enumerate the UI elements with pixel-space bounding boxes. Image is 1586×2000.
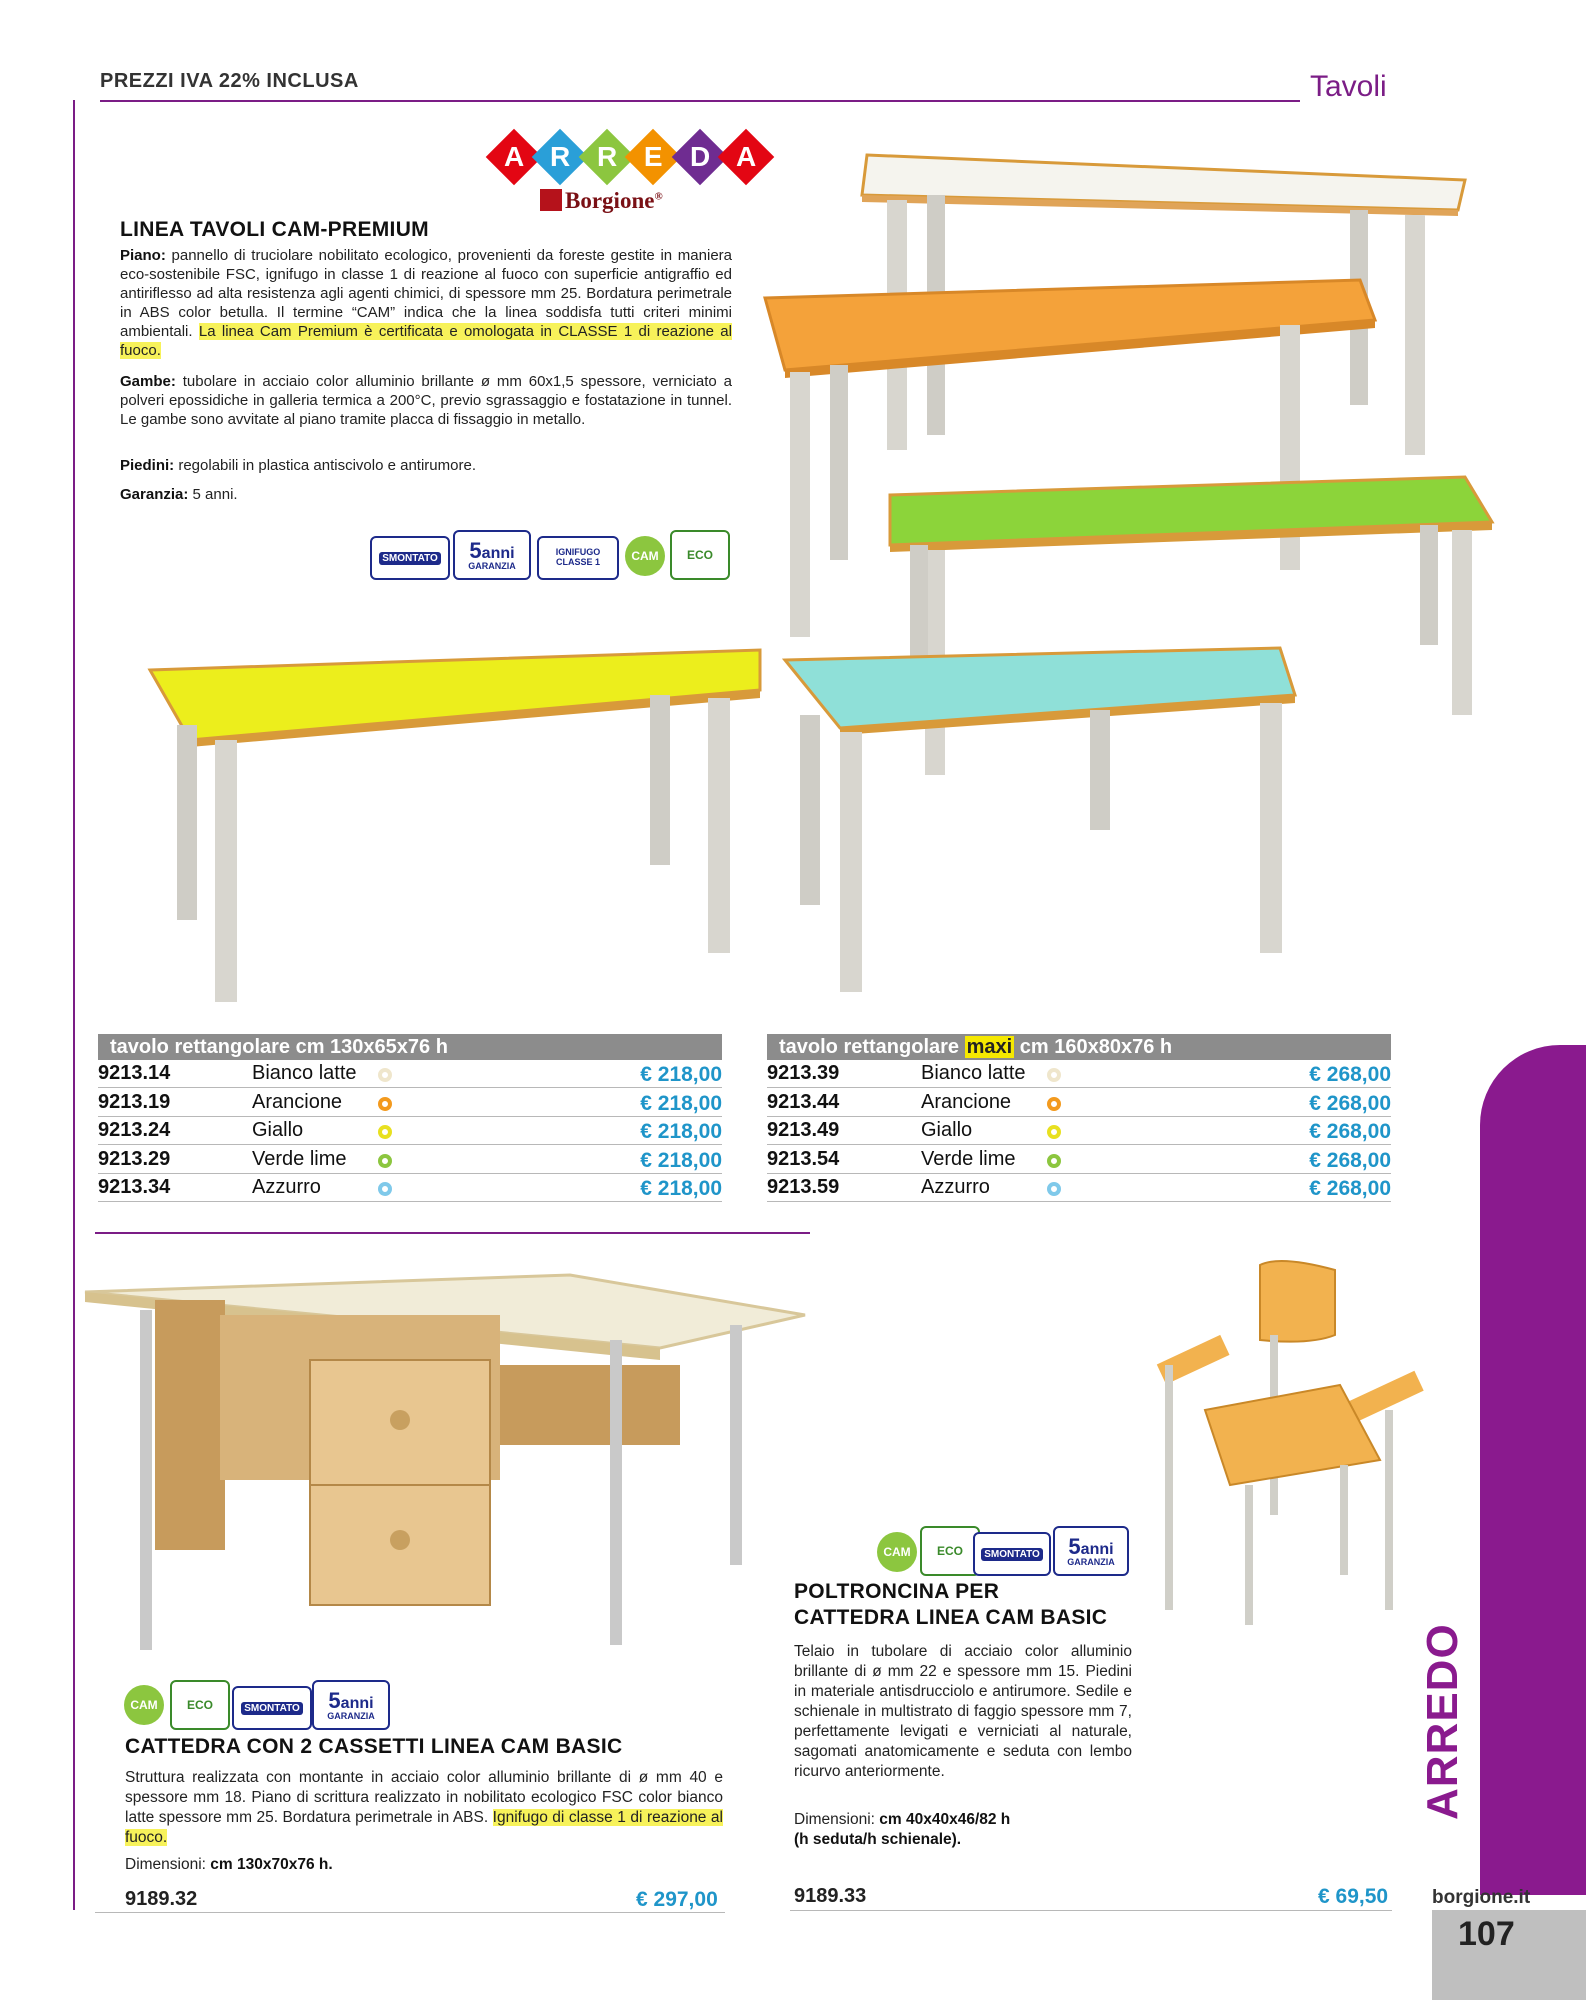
- poltroncina-description: Telaio in tubolare di acciaio color alluminio brillante di ø mm 22 e spessore mm 15. Piedini in materiale antisdrucciolo e antirumore. Sedile e schienale in multistrato di faggio spessore mm 7, perfettamente levigati e verniciati al naturale, sagomati anatomicamente e seduta con lembo ricurvo anteriormente.: [794, 1643, 1132, 1780]
- eco-badge: ECO: [920, 1526, 980, 1576]
- color-swatch-icon: [1047, 1097, 1061, 1111]
- sidebar-tab: [1480, 1045, 1586, 1895]
- smontato-badge: SMONTATO: [232, 1686, 312, 1730]
- cattedra-title: CATTEDRA CON 2 CASSETTI LINEA CAM BASIC: [125, 1735, 623, 1758]
- smontato-badge: SMONTATO: [370, 536, 450, 580]
- poltroncina-dimensions: Dimensioni: cm 40x40x46/82 h (h seduta/h schienale).: [794, 1811, 1011, 1848]
- color-swatch-icon: [378, 1068, 392, 1082]
- garanzia-paragraph: Garanzia: 5 anni.: [120, 486, 238, 503]
- color-swatch-icon: [1047, 1125, 1061, 1139]
- cam-badge: CAM: [625, 536, 665, 576]
- table-row: 9213.49 Giallo € 268,00: [767, 1119, 1391, 1143]
- table-row: 9213.14 Bianco latte € 218,00: [98, 1062, 722, 1086]
- poltroncina-image: [1150, 1245, 1435, 1630]
- eco-badge: ECO: [670, 530, 730, 580]
- cattedra-code: 9189.32: [125, 1888, 198, 1910]
- table-arancione-image: [765, 280, 1375, 637]
- color-swatch-icon: [378, 1182, 392, 1196]
- table-azzurro-image: [785, 648, 1295, 992]
- table-giallo-image: [150, 650, 760, 1002]
- color-swatch-icon: [378, 1154, 392, 1168]
- color-swatch-icon: [1047, 1182, 1061, 1196]
- cattedra-description: Struttura realizzata con montante in acciaio color alluminio brillante di ø mm 40 e spessore mm 18. Piano di scrittura realizzato in nobilitato ecologico FSC color bianco latte spessore mm 25. Bordatura perimetrale in ABS. Ignifugo di classe 1 di reazione al fuoco.: [125, 1769, 723, 1846]
- cattedra-rule: [95, 1912, 725, 1913]
- table-row: 9213.29 Verde lime € 218,00: [98, 1148, 722, 1172]
- poltroncina-title-line2: CATTEDRA LINEA CAM BASIC: [794, 1606, 1108, 1629]
- table2-header: tavolo rettangolare maxi cm 160x80x76 h: [767, 1034, 1391, 1060]
- cattedra-price: € 297,00: [636, 1888, 718, 1911]
- table-row: 9213.39 Bianco latte € 268,00: [767, 1062, 1391, 1086]
- color-swatch-icon: [1047, 1068, 1061, 1082]
- section-title: LINEA TAVOLI CAM-PREMIUM: [120, 218, 429, 241]
- piedini-paragraph: Piedini: regolabili in plastica antiscivolo e antirumore.: [120, 457, 476, 474]
- table-row: 9213.34 Azzurro € 218,00: [98, 1176, 722, 1200]
- table-row: 9213.24 Giallo € 218,00: [98, 1119, 722, 1143]
- logo-tile: R: [579, 129, 636, 186]
- color-swatch-icon: [378, 1125, 392, 1139]
- piano-paragraph: Piano: pannello di truciolare nobilitato ecologico, provenienti da foreste gestite in maniera eco-sostenibile FSC, ignifugo in classe 1 di reazione al fuoco con superficie antigraffio ed antiriflesso ad alta resistenza agli agenti chimici, di spessore mm 25. Bordatura perimetrale in ABS color betulla. Il termine “CAM” indica che la linea soddisfa tutti criteri minimi ambientali. La linea Cam Premium è certificata e omologata in CLASSE 1 di reazione al fuoco.: [120, 247, 732, 359]
- poltroncina-title-line1: POLTRONCINA PER: [794, 1580, 1000, 1603]
- vat-note: PREZZI IVA 22% INCLUSA: [100, 70, 359, 92]
- logo-tile: A: [718, 129, 775, 186]
- logo-tile: E: [625, 129, 682, 186]
- ignifugo-badge: IGNIFUGO CLASSE 1: [537, 536, 619, 580]
- sidebar-category: ARREDO: [1418, 1623, 1467, 1820]
- table-row: 9213.19 Arancione € 218,00: [98, 1091, 722, 1115]
- tables-illustration: [140, 140, 1500, 1030]
- page-category: Tavoli: [1310, 70, 1387, 103]
- cattedra-dimensions: Dimensioni: cm 130x70x76 h.: [125, 1856, 333, 1873]
- smontato-badge: SMONTATO: [973, 1532, 1051, 1576]
- borgione-brand: Borgione®: [540, 188, 663, 214]
- logo-tile: D: [672, 129, 729, 186]
- warranty-badge: 5anni GARANZIA: [453, 530, 531, 580]
- logo-tile: A: [486, 129, 543, 186]
- table-row: 9213.54 Verde lime € 268,00: [767, 1148, 1391, 1172]
- cattedra-image: [80, 1270, 820, 1670]
- poltroncina-price: € 69,50: [1318, 1885, 1389, 1908]
- color-swatch-icon: [378, 1097, 392, 1111]
- gambe-paragraph: Gambe: tubolare in acciaio color alluminio brillante ø mm 60x1,5 spessore, verniciato a polveri epossidiche in galleria termica a 200°C, previo sgrassaggio e fostatazione in tunnel. Le gambe sono avvitate al piano tramite placca di fissaggio in metallo.: [120, 373, 732, 428]
- warranty-badge: 5anni GARANZIA: [312, 1680, 390, 1730]
- eco-badge: ECO: [170, 1680, 230, 1730]
- left-rule: [73, 100, 75, 1910]
- table-verde-lime-image: [890, 477, 1492, 775]
- table-row: 9213.44 Arancione € 268,00: [767, 1091, 1391, 1115]
- warranty-badge: 5anni GARANZIA: [1053, 1526, 1129, 1576]
- site-url: borgione.it: [1432, 1887, 1531, 1908]
- color-swatch-icon: [1047, 1154, 1061, 1168]
- poltroncina-code: 9189.33: [794, 1885, 867, 1907]
- poltroncina-rule: [790, 1910, 1392, 1911]
- table-row: 9213.59 Azzurro € 268,00: [767, 1176, 1391, 1200]
- section-divider: [95, 1232, 810, 1234]
- logo-tile: R: [532, 129, 589, 186]
- header-rule: [100, 100, 1300, 102]
- cam-badge: CAM: [124, 1685, 164, 1725]
- cam-badge: CAM: [877, 1532, 917, 1572]
- table1-header: tavolo rettangolare cm 130x65x76 h: [98, 1034, 722, 1060]
- page-number: 107: [1458, 1915, 1515, 1953]
